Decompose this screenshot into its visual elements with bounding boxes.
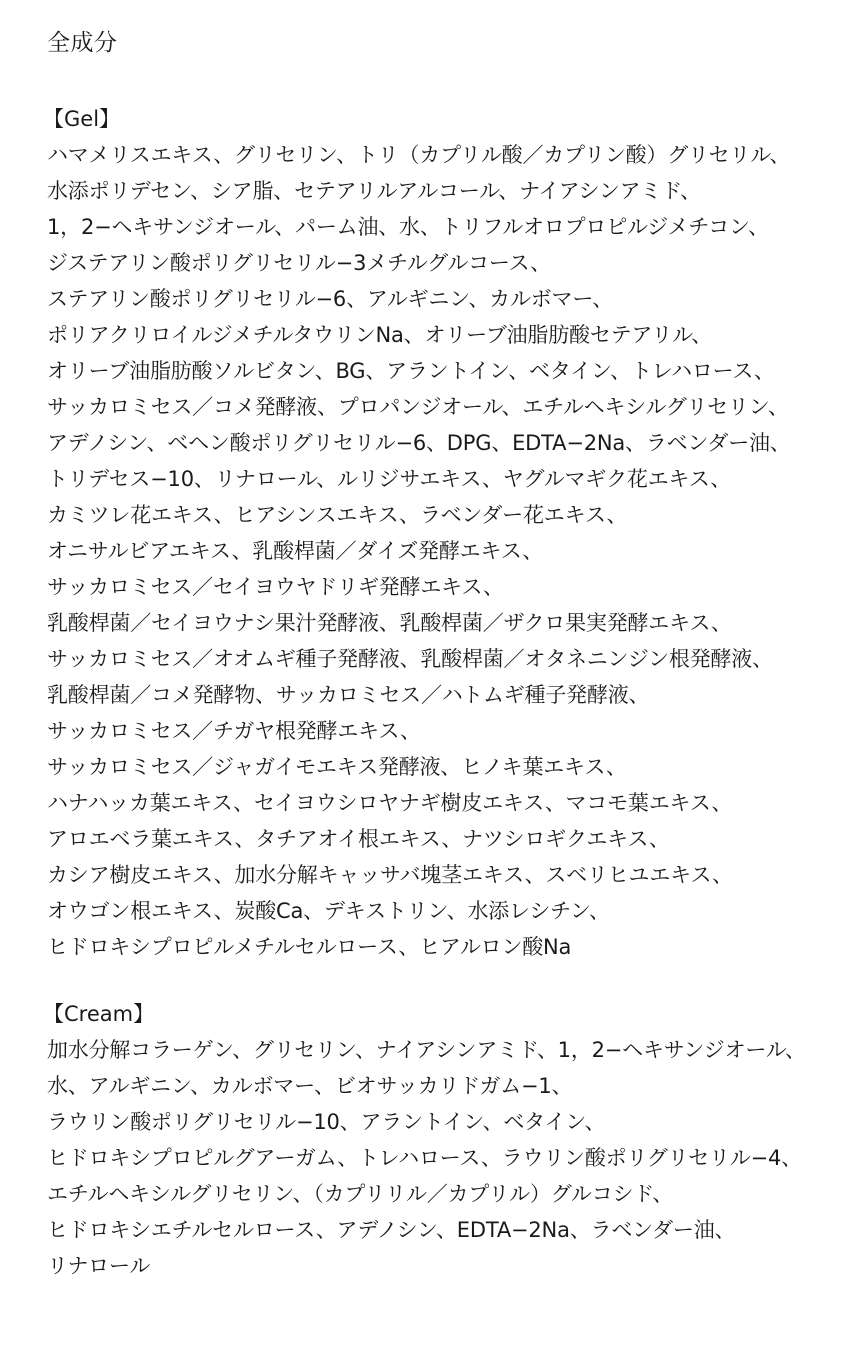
ingredient-line: トリデセス−10、リナロール、ルリジサエキス、ヤグルマギク花エキス、 — [47, 467, 732, 491]
ingredient-line: オウゴン根エキス、炭酸Ca、デキストリン、水添レシチン、 — [47, 899, 610, 923]
ingredient-line: 加水分解コラーゲン、グリセリン、ナイアシンアミド、1，2−ヘキサンジオール、 — [47, 1038, 806, 1062]
ingredient-line: サッカロミセス／コメ発酵液、プロパンジオール、エチルヘキシルグリセリン、 — [47, 395, 789, 419]
ingredient-line: 水、アルギニン、カルボマー、ビオサッカリドガム−1、 — [47, 1074, 573, 1098]
ingredient-line: カミツレ花エキス、ヒアシンスエキス、ラベンダー花エキス、 — [47, 503, 628, 527]
ingredient-line: ポリアクリロイルジメチルタウリンNa、オリーブ油脂肪酸セテアリル、 — [47, 323, 713, 347]
ingredient-line: ハナハッカ葉エキス、セイヨウシロヤナギ樹皮エキス、マコモ葉エキス、 — [47, 791, 733, 815]
ingredient-line: サッカロミセス／セイヨウヤドリギ発酵エキス、 — [47, 575, 504, 599]
ingredient-line: ヒドロキシプロピルメチルセルロース、ヒアルロン酸Na — [47, 935, 572, 959]
ingredient-line: ヒドロキシエチルセルロース、アデノシン、EDTA−2Na、ラベンダー油、 — [47, 1218, 736, 1242]
gel-ingredient-lines — [47, 137, 860, 965]
ingredient-line: 1，2−ヘキサンジオール、パーム油、水、トリフルオロプロピルジメチコン、 — [47, 215, 769, 239]
ingredient-line: オニサルビアエキス、乳酸桿菌／ダイズ発酵エキス、 — [47, 539, 544, 563]
ingredient-line: サッカロミセス／ジャガイモエキス発酵液、ヒノキ葉エキス、 — [47, 755, 627, 779]
ingredient-line: ラウリン酸ポリグリセリル−10、アラントイン、ベタイン、 — [47, 1110, 606, 1134]
ingredient-line: アロエベラ葉エキス、タチアオイ根エキス、ナツシロギクエキス、 — [47, 827, 670, 851]
ingredient-line: アデノシン、ベヘン酸ポリグリセリル−6、DPG、EDTA−2Na、ラベンダー油、 — [47, 431, 791, 455]
ingredient-line: 水添ポリデセン、シア脂、セテアリルアルコール、ナイアシンアミド、 — [47, 179, 701, 203]
cream-ingredients-section — [43, 999, 860, 1284]
ingredient-line: カシア樹皮エキス、加水分解キャッサバ塊茎エキス、スベリヒユエキス、 — [47, 863, 733, 887]
ingredient-line: リナロール — [47, 1254, 151, 1278]
ingredient-line: オリーブ油脂肪酸ソルビタン、BG、アラントイン、ベタイン、トレハロース、 — [47, 359, 775, 383]
gel-ingredients-section — [43, 104, 860, 965]
ingredient-line: ジステアリン酸ポリグリセリル−3メチルグルコース、 — [47, 251, 551, 275]
cream-ingredient-lines — [47, 1032, 860, 1284]
gel-section-heading: 【Gel】 — [43, 107, 121, 131]
ingredient-line: 乳酸桿菌／セイヨウナシ果汁発酵液、乳酸桿菌／ザクロ果実発酵エキス、 — [47, 611, 732, 635]
cream-section-heading: 【Cream】 — [43, 1002, 155, 1026]
ingredient-line: エチルヘキシルグリセリン、（カプリリル／カプリル）グルコシド、 — [47, 1182, 674, 1206]
ingredient-line: ステアリン酸ポリグリセリル−6、アルギニン、カルボマー、 — [47, 287, 614, 311]
page-title: 全成分 — [47, 30, 118, 56]
ingredient-line: サッカロミセス／チガヤ根発酵エキス、 — [47, 719, 421, 743]
ingredient-line: ヒドロキシプロピルグアーガム、トレハロース、ラウリン酸ポリグリセリル−4、 — [47, 1146, 802, 1170]
ingredient-line: 乳酸桿菌／コメ発酵物、サッカロミセス／ハトムギ種子発酵液、 — [47, 683, 650, 707]
ingredient-line: ハマメリスエキス、グリセリン、トリ（カプリル酸／カプリン酸）グリセリル、 — [47, 143, 791, 167]
ingredient-line: サッカロミセス／オオムギ種子発酵液、乳酸桿菌／オタネニンジン根発酵液、 — [47, 647, 773, 671]
